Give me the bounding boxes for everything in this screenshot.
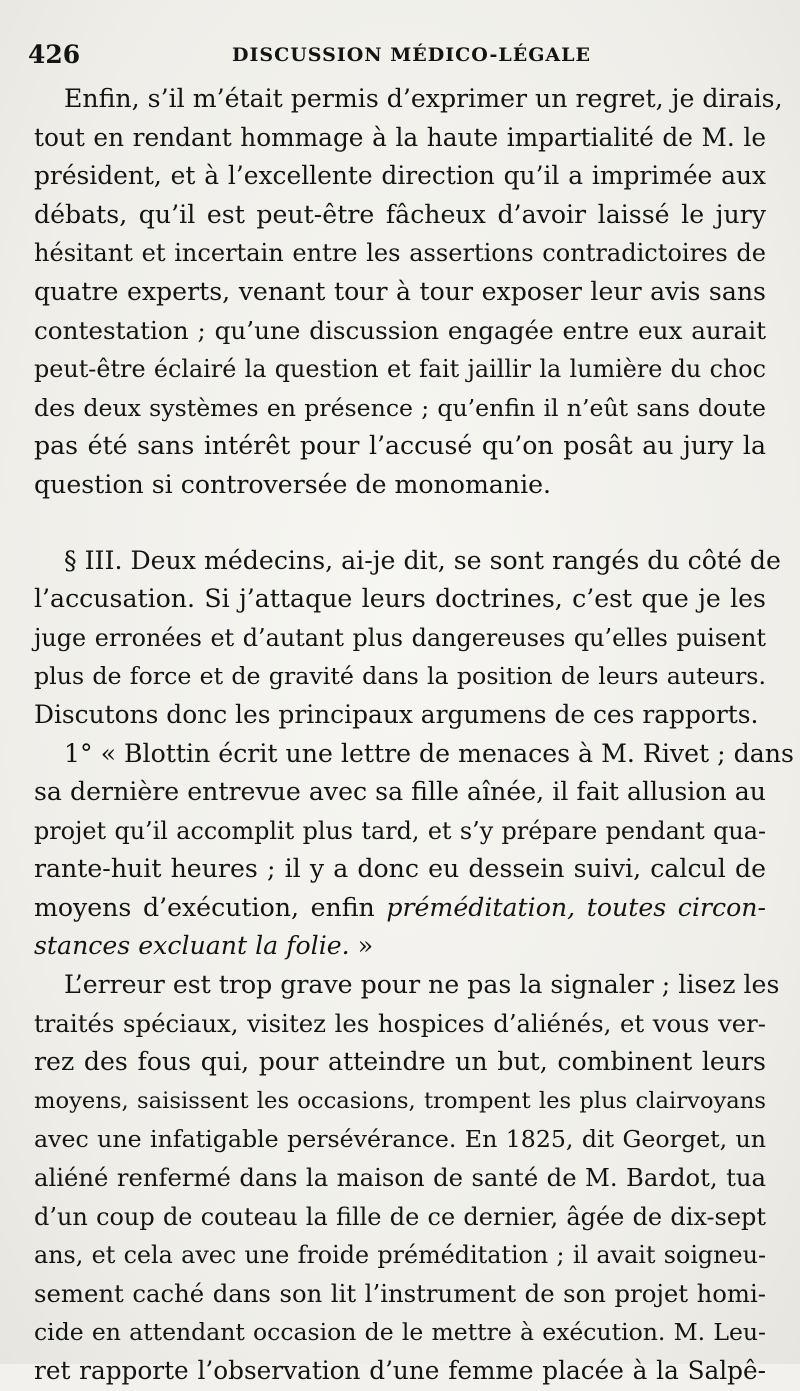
text-segment: moyens d’exécution, enfin [34, 892, 387, 922]
text-line: peut-être éclairé la question et fait jaillir la lumière du choc [34, 355, 766, 384]
text-line: rante-huit heures ; il y a donc eu dessein suivi, calcul de [34, 854, 766, 884]
text-line: 1° « Blottin écrit une lettre de menaces à M. Rivet ; dans [64, 738, 794, 768]
text-line: débats, qu’il est peut-être fâcheux d’avoir laissé le jury [34, 199, 766, 229]
text-line: L’erreur est trop grave pour ne pas la signaler ; lisez les [64, 970, 780, 1000]
running-title: DISCUSSION MÉDICO-LÉGALE [232, 44, 592, 66]
text-line: ans, et cela avec une froide préméditation ; il avait soigneu- [34, 1241, 766, 1270]
text-line: ret rapporte l’observation d’une femme placée à la Salpê- [34, 1356, 766, 1385]
text-line: quatre experts, venant tour à tour exposer leur avis sans [34, 276, 766, 306]
text-line: hésitant et incertain entre les assertions contradictoires de [34, 239, 766, 268]
text-line: contestation ; qu’une discussion engagée entre eux aurait [34, 315, 766, 345]
paragraph-gap [34, 505, 766, 542]
text-line: projet qu’il accomplit plus tard, et s’y prépare pendant qua- [34, 816, 766, 845]
text-line: des deux systèmes en présence ; qu’enfin il n’eût sans doute [34, 393, 766, 422]
paragraph-rebuttal [34, 966, 780, 1391]
text-line: pas été sans intérêt pour l’accusé qu’on posât au jury la [34, 431, 766, 461]
text-line: traités spéciaux, visitez les hospices d’aliénés, et vous ver- [34, 1008, 766, 1038]
page-header [28, 40, 760, 76]
text-line [34, 889, 766, 928]
text-line: Discutons donc les principaux argumens de ces rapports. [34, 699, 759, 729]
text-line: avec une infatigable persévérance. En 1825, dit Georget, un [34, 1125, 766, 1154]
text-segment: » [349, 931, 374, 961]
text-line: tout en rendant hommage à la haute impartialité de M. le [34, 122, 766, 152]
text-line: rez des fous qui, pour atteindre un but, combinent leurs [34, 1047, 766, 1077]
text-line: plus de force et de gravité dans la position de leurs auteurs. [34, 662, 766, 691]
paragraph-argument-1 [34, 735, 794, 967]
text-line: question si controversée de monomanie. [34, 469, 552, 499]
text-line: d’un coup de couteau la fille de ce dernier, âgée de dix-sept [34, 1202, 766, 1231]
paragraph-conclusion-regret [34, 80, 783, 505]
text-line: § III. Deux médecins, ai-je dit, se sont rangés du côté de [64, 545, 781, 575]
text-line [34, 927, 766, 966]
paragraph-section-iii [34, 542, 781, 735]
text-line: moyens, saisissent les occasions, trompent les plus clairvoyans [34, 1087, 766, 1114]
text-line: président, et à l’excellente direction qu’il a imprimée aux [34, 161, 766, 191]
text-line: aliéné renfermé dans la maison de santé de M. Bardot, tua [34, 1163, 766, 1193]
body-text [34, 80, 794, 1391]
italic-segment: préméditation, toutes circon- [386, 892, 766, 922]
page-number: 426 [28, 40, 81, 69]
text-line: juge erronées et d’autant plus dangereuses qu’elles puisent [34, 623, 766, 652]
text-line: cide en attendant occasion de le mettre à exécution. M. Leu- [34, 1318, 766, 1347]
text-line: sa dernière entrevue avec sa fille aînée, il fait allusion au [34, 777, 766, 807]
text-line: l’accusation. Si j’attaque leurs doctrines, c’est que je les [34, 584, 766, 614]
text-line: Enfin, s’il m’était permis d’exprimer un regret, je dirais, [64, 84, 783, 113]
italic-segment: stances excluant la folie. [34, 931, 350, 961]
text-line: sement caché dans son lit l’instrument de son projet homi- [34, 1278, 766, 1308]
